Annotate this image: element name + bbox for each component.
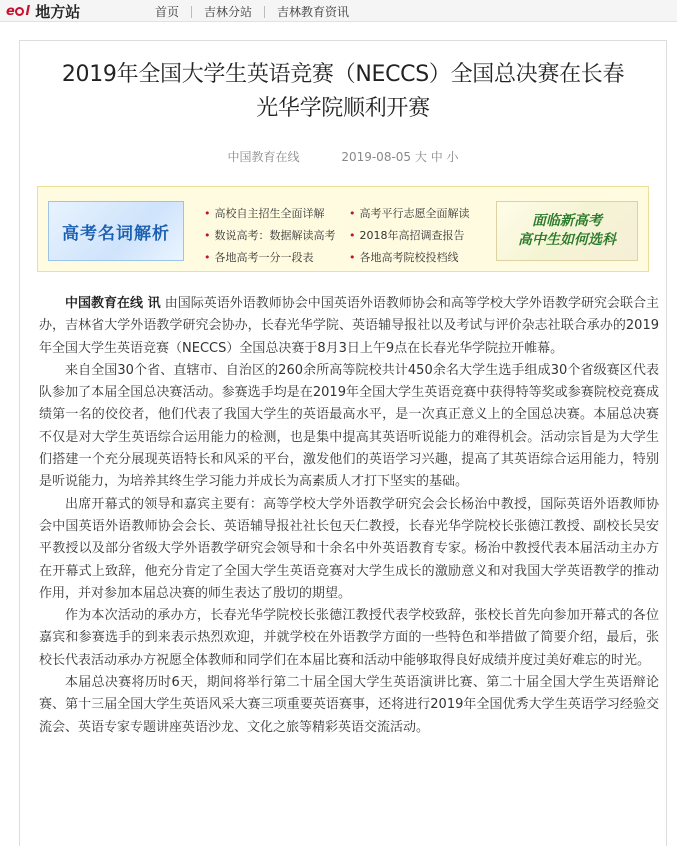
article-title <box>20 58 666 126</box>
promo-link[interactable]: • 各地高考一分一段表 <box>204 247 349 269</box>
article-body <box>39 293 659 739</box>
article-title-line2: 光华学院顺利开赛 <box>256 96 430 121</box>
top-navigation-bar <box>0 0 677 22</box>
breadcrumb-jilin-link[interactable]: 吉林分站 <box>204 5 253 19</box>
article-paragraph: 本届总决赛将历时6天，期间将举行第二十届全国大学生英语演讲比赛、第二十届全国大学生英语辩论赛、第十三届全国大学生英语风采大赛三项重要英语赛事，还将进行2019年全国优秀大学生英语学习经验交流会、英语专家专题讲座英语沙龙、文化之旅等精彩英语交流活动。 <box>39 675 659 735</box>
article-paragraph: 来自全国30个省、直辖市、自治区的260余所高等院校共计450余名大学生选手组成30个省级赛区代表队参加了本届全国总决赛活动。参赛选手均是在2019年全国大学生英语竞赛中获得特等奖或参赛院校竞赛成绩第一名的佼佼者，他们代表了我国大学生的英语最高水平，是一次真正意义上的全国总决赛。本届总决赛不仅是对大学生英语综合运用能力的检测，也是集中提高其英语听说能力的难得机会。活动宗旨是为大学生们搭建一个充分展现英语特长和风采的平台，激发他们的英语学习兴趣，提高了其英语综合运用能力，特别是听说能力，为培养其终生学习能力并成长为高素质人才打下坚实的基础。 <box>39 362 659 490</box>
promo-link[interactable]: • 各地高考院校投档线 <box>349 247 494 269</box>
article-paragraph <box>39 293 659 360</box>
article-date: 2019-08-05 <box>341 150 412 164</box>
subject-choice-banner[interactable] <box>496 201 638 261</box>
breadcrumb-jilin-news-link[interactable]: 吉林教育资讯 <box>277 5 350 19</box>
article-paragraph: 出席开幕式的领导和嘉宾主要有：高等学校大学外语教学研究会会长杨治中教授，国际英语外语教师协会中国英语外语教师协会会长、英语辅导报社社长包天仁教授，长春光华学院校长张德江教授、副校长吴安平教授以及部分省级大学外语教学研究会领导和十余名中外英语教育专家。杨治中教授代表本届活动主办方在开幕式上致辞，他充分肯定了全国大学生英语竞赛对大学生成长的激励意义和对我国大学英语教学的推动作用，并对参加本届总决赛的师生表达了殷切的期望。 <box>39 496 659 601</box>
gaokao-terms-banner[interactable] <box>48 201 184 261</box>
subject-choice-banner-line1: 面临新高考 <box>532 213 602 229</box>
promo-link[interactable]: • 数说高考：数据解读高考 <box>204 225 349 247</box>
article-lead: 中国教育在线 讯 <box>65 296 161 311</box>
article-title-line1: 2019年全国大学生英语竞赛（NECCS）全国总决赛在长春 <box>61 62 625 87</box>
breadcrumb-home-link[interactable]: 首页 <box>155 5 180 19</box>
promo-link[interactable]: • 2018年高招调查报告 <box>349 225 494 247</box>
gaokao-terms-banner-text: 高考名词解析 <box>62 223 170 244</box>
promo-link-list <box>204 203 494 269</box>
font-size-switcher[interactable]: 大 中 小 <box>414 150 459 164</box>
subject-choice-banner-line2: 高中生如何选科 <box>518 232 616 248</box>
article-paragraph-text: 由国际英语外语教师协会中国英语外语教师协会和高等学校大学外语教学研究会联合主办，吉林省大学外语教学研究会协办，长春光华学院、英语辅导报社以及考试与评价杂志社联合承办的2019年全国大学生英语竞赛（NECCS）全国总决赛于8月3日上午9点在长春光华学院拉开帷幕。 <box>39 296 659 356</box>
article-source[interactable]: 中国教育在线 <box>227 150 300 164</box>
article-paragraph: 作为本次活动的承办方，长春光华学院校长张德江教授代表学校致辞，张校长首先向参加开幕式的各位嘉宾和参赛选手的到来表示热烈欢迎，并就学校在外语教学方面的一些特色和举措做了简要介绍，最后，张校长代表活动承办方祝愿全体教师和同学们在本届比赛和活动中能够取得良好成绩并度过美好难忘的时光。 <box>39 608 659 668</box>
eol-logo-mark: e l <box>6 3 30 19</box>
promo-link[interactable]: • 高校自主招生全面详解 <box>204 203 349 225</box>
breadcrumb <box>155 3 349 20</box>
article-container <box>19 40 667 846</box>
site-name: 地方站 <box>35 2 81 21</box>
promo-link[interactable]: • 高考平行志愿全面解读 <box>349 203 494 225</box>
breadcrumb-divider <box>264 6 265 18</box>
article-meta <box>20 148 666 165</box>
promo-box <box>37 186 649 272</box>
breadcrumb-divider <box>191 6 192 18</box>
eol-logo[interactable] <box>6 1 80 21</box>
